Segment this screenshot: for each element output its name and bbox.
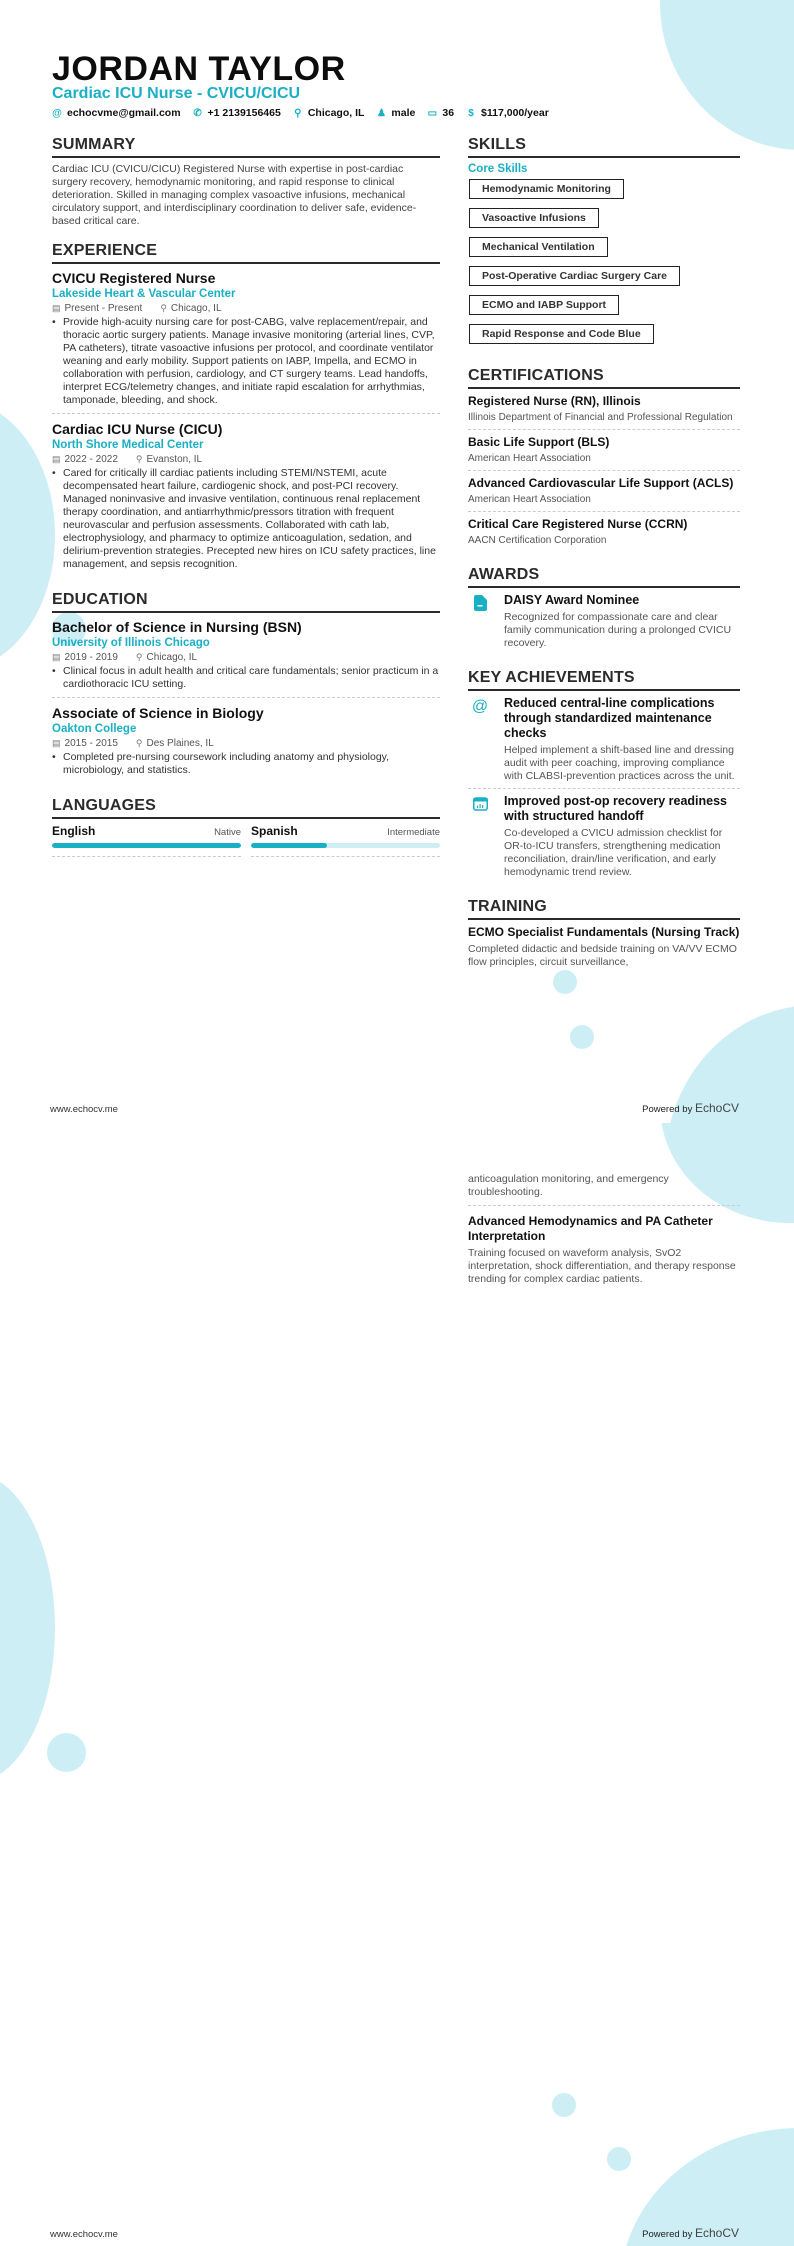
calendar-icon: ▤ (52, 454, 61, 464)
contact-salary: $ $117,000/year (466, 107, 549, 119)
section-heading: LANGUAGES (52, 797, 440, 819)
right-column (468, 136, 740, 983)
location-pin-icon: ⚲ (135, 652, 143, 662)
skill-tag: Mechanical Ventilation (469, 237, 608, 257)
contact-bar (52, 107, 549, 119)
job-title: Cardiac ICU Nurse (CICU) (52, 421, 223, 437)
certification-item: Critical Care Registered Nurse (CCRN) AACN Certification Corporation (468, 517, 688, 546)
section-heading: EXPERIENCE (52, 242, 440, 264)
decor-dot-bottom-1 (552, 2093, 576, 2117)
person-icon: ♟ (376, 107, 386, 119)
footer-powered-by[interactable]: Powered by EchoCV (642, 2226, 739, 2240)
decor-blob-top-right (660, 0, 794, 150)
achievement-title: Reduced central-line complications through standardized maintenance checks (504, 696, 715, 740)
employer: Lakeside Heart & Vascular Center (52, 288, 236, 300)
job-title: CVICU Registered Nurse (52, 270, 216, 286)
section-heading: EDUCATION (52, 591, 440, 613)
achievement-item (468, 794, 740, 884)
skill-tag: Vasoactive Infusions (469, 208, 599, 228)
bullet-point: • Completed pre-nursing coursework including anatomy and physiology, microbiology, and statistics. (52, 751, 390, 776)
language-list (52, 824, 440, 857)
certification-item: Advanced Cardiovascular Life Support (ACLS) American Heart Association (468, 476, 740, 512)
section-heading: KEY ACHIEVEMENTS (468, 669, 740, 691)
candidate-title: Cardiac ICU Nurse - CVICU/CICU (52, 85, 301, 102)
bullet-point: • Provide high-acuity nursing care for post-CABG, valve replacement/repair, and thoracic aortic surgery patients. Manage invasive monitoring (arterial lines, CVP, PA catheters), titrate vasoactive infusions per protocol, and coordinate ventilator weaning and early mobility. Support patients on IABP, Impella, and ECMO in collaboration with perfusion, cardiology, and CT surgery teams. Lead handoffs, interpret ECG/telemetry changes, and initiate rapid escalation for arrhythmias, tamponade, bleeding, and shock. (52, 316, 435, 406)
training-section (468, 898, 740, 969)
location-pin-icon: ⚲ (135, 454, 143, 464)
brand-name: EchoCV (694, 2226, 739, 2240)
training-title: ECMO Specialist Fundamentals (Nursing Track) (468, 925, 740, 939)
calendar-icon: ▭ (427, 107, 438, 119)
contact-gender: ♟ male (376, 107, 416, 119)
bullet-point: • Clinical focus in adult health and critical care fundamentals; senior practicum in a cardiothoracic ICU setting. (52, 665, 439, 690)
achievement-item (468, 696, 740, 789)
entry-meta: ▤ 2015 - 2015 ⚲ Des Plaines, IL (52, 738, 214, 749)
dollar-circle-icon: $ (468, 107, 474, 119)
location-pin-icon: ⚲ (294, 107, 302, 119)
language-name: English (52, 824, 96, 838)
footer-powered-by[interactable]: Powered by EchoCV (642, 1101, 739, 1115)
education-entry (52, 618, 440, 698)
certification-item: Registered Nurse (RN), Illinois Illinois Department of Financial and Professional Regulation (468, 394, 740, 430)
experience-section (52, 242, 440, 577)
decor-blob-left (0, 1473, 55, 1783)
section-heading: SKILLS (468, 136, 740, 158)
decor-dot-bottom-2 (607, 2147, 631, 2171)
skill-tag: ECMO and IABP Support (469, 295, 619, 315)
location-pin-icon: ⚲ (135, 738, 143, 748)
calendar-icon: ▤ (52, 738, 61, 748)
proficiency-fill (52, 843, 241, 848)
training-title: Advanced Hemodynamics and PA Catheter Interpretation (468, 1214, 713, 1243)
footer-website[interactable]: www.echocv.me (50, 1104, 118, 1115)
achievement-desc: Helped implement a shift-based line and dressing audit with peer coaching, improving compliance with CLABSI-prevention practices across the unit. (504, 744, 735, 782)
contact-location: ⚲ Chicago, IL (294, 107, 365, 119)
decor-dot-left (47, 1733, 86, 1772)
award-item (468, 593, 740, 655)
proficiency-fill (251, 843, 327, 848)
proficiency-bar (52, 843, 241, 848)
resume-page-2 (0, 1123, 794, 2246)
contact-age: ▭ 36 (427, 107, 455, 119)
language-level: Intermediate (387, 827, 440, 838)
experience-entry (52, 420, 440, 577)
skill-tag: Post-Operative Cardiac Surgery Care (469, 266, 680, 286)
at-icon: @ (471, 698, 489, 715)
calendar-icon: ▤ (52, 303, 61, 313)
experience-entry (52, 269, 440, 414)
language-name: Spanish (251, 824, 298, 838)
calendar-chart-icon (468, 794, 492, 879)
proficiency-bar (251, 843, 440, 848)
skill-tag: Hemodynamic Monitoring (469, 179, 624, 199)
brand-name: EchoCV (694, 1101, 739, 1115)
decor-dot-training-2 (570, 1025, 594, 1049)
decor-blob-left (0, 400, 55, 670)
language-level: Native (214, 827, 241, 838)
training-item (468, 1214, 740, 1286)
footer-website[interactable]: www.echocv.me (50, 2229, 118, 2240)
skill-tag: Rapid Response and Code Blue (469, 324, 654, 344)
certifications-section (468, 367, 740, 552)
section-heading: CERTIFICATIONS (468, 367, 740, 389)
phone-icon: ✆ (193, 107, 202, 119)
award-desc: Recognized for compassionate care and clear family communication during a prolonged CVICU recovery. (504, 611, 732, 649)
languages-section (52, 797, 440, 857)
candidate-name: JORDAN TAYLOR (52, 50, 346, 88)
bullet-point: • Cared for critically ill cardiac patients including STEMI/NSTEMI, acute decompensated heart failure, cardiogenic shock, and post-PCI recovery. Managed noninvasive and invasive ventilation, continuous renal replacement therapy coordination, and antiarrhythmic/pressors titration with frequent neurovascular and perfusion assessments. Collaborated with cath lab, electrophysiology, and pharmacy to optimize anticoagulation, sedation, and delirium-prevention strategies. Precepted new hires on ICU safety practices, line management, and sepsis recognition. (52, 467, 436, 570)
entry-meta: ▤ 2022 - 2022 ⚲ Evanston, IL (52, 454, 203, 465)
employer: North Shore Medical Center (52, 439, 204, 451)
contact-email[interactable]: @ echocvme@gmail.com (52, 107, 181, 119)
education-section (52, 591, 440, 783)
skills-group-title: Core Skills (468, 163, 528, 175)
achievement-title: Improved post-op recovery readiness with structured handoff (504, 794, 727, 823)
award-title: DAISY Award Nominee (504, 593, 640, 607)
summary-section (52, 136, 440, 228)
entry-meta: ▤ 2019 - 2019 ⚲ Chicago, IL (52, 652, 198, 663)
contact-phone[interactable]: ✆ +1 2139156465 (193, 107, 281, 119)
training-desc: Training focused on waveform analysis, SvO2 interpretation, shock differentiation, and therapy response trending for complex cardiac patients. (468, 1247, 736, 1285)
section-heading: SUMMARY (52, 136, 440, 158)
language-item (251, 824, 440, 857)
training-item (468, 925, 740, 969)
section-heading: AWARDS (468, 566, 740, 588)
school: University of Illinois Chicago (52, 637, 210, 649)
entry-meta: ▤ Present - Present ⚲ Chicago, IL (52, 303, 222, 314)
certification-item: Basic Life Support (BLS) American Heart Association (468, 435, 740, 471)
left-column (52, 136, 440, 871)
awards-section (468, 566, 740, 655)
section-heading: TRAINING (468, 898, 740, 920)
document-icon (468, 593, 492, 650)
achievement-desc: Co-developed a CVICU admission checklist for OR-to-ICU transfers, strengthening medication reconciliation, drain/line verification, and early hemodynamic trend review. (504, 827, 723, 878)
training-desc: Completed didactic and bedside training on VA/VV ECMO flow principles, circuit surveillance, (468, 943, 737, 968)
at-icon: @ (52, 107, 62, 119)
training-continued (468, 1173, 740, 1286)
education-entry (52, 704, 440, 783)
achievements-section (468, 669, 740, 884)
training-desc-continued: anticoagulation monitoring, and emergency troubleshooting. (468, 1173, 740, 1206)
skills-list (468, 179, 740, 353)
skills-section (468, 136, 740, 353)
location-pin-icon: ⚲ (160, 303, 167, 313)
degree: Associate of Science in Biology (52, 705, 264, 721)
language-item (52, 824, 241, 857)
summary-text: Cardiac ICU (CVICU/CICU) Registered Nurse with expertise in post-cardiac surgery recovery, hemodynamic monitoring, and rapid response to clinical deterioration. Skilled in managing complex vasoactive infusions, mechanical circulatory support, and interdisciplinary coordination to deliver safe, evidence-based critical care. (52, 163, 417, 227)
calendar-icon: ▤ (52, 652, 61, 662)
school: Oakton College (52, 723, 137, 735)
degree: Bachelor of Science in Nursing (BSN) (52, 619, 302, 635)
